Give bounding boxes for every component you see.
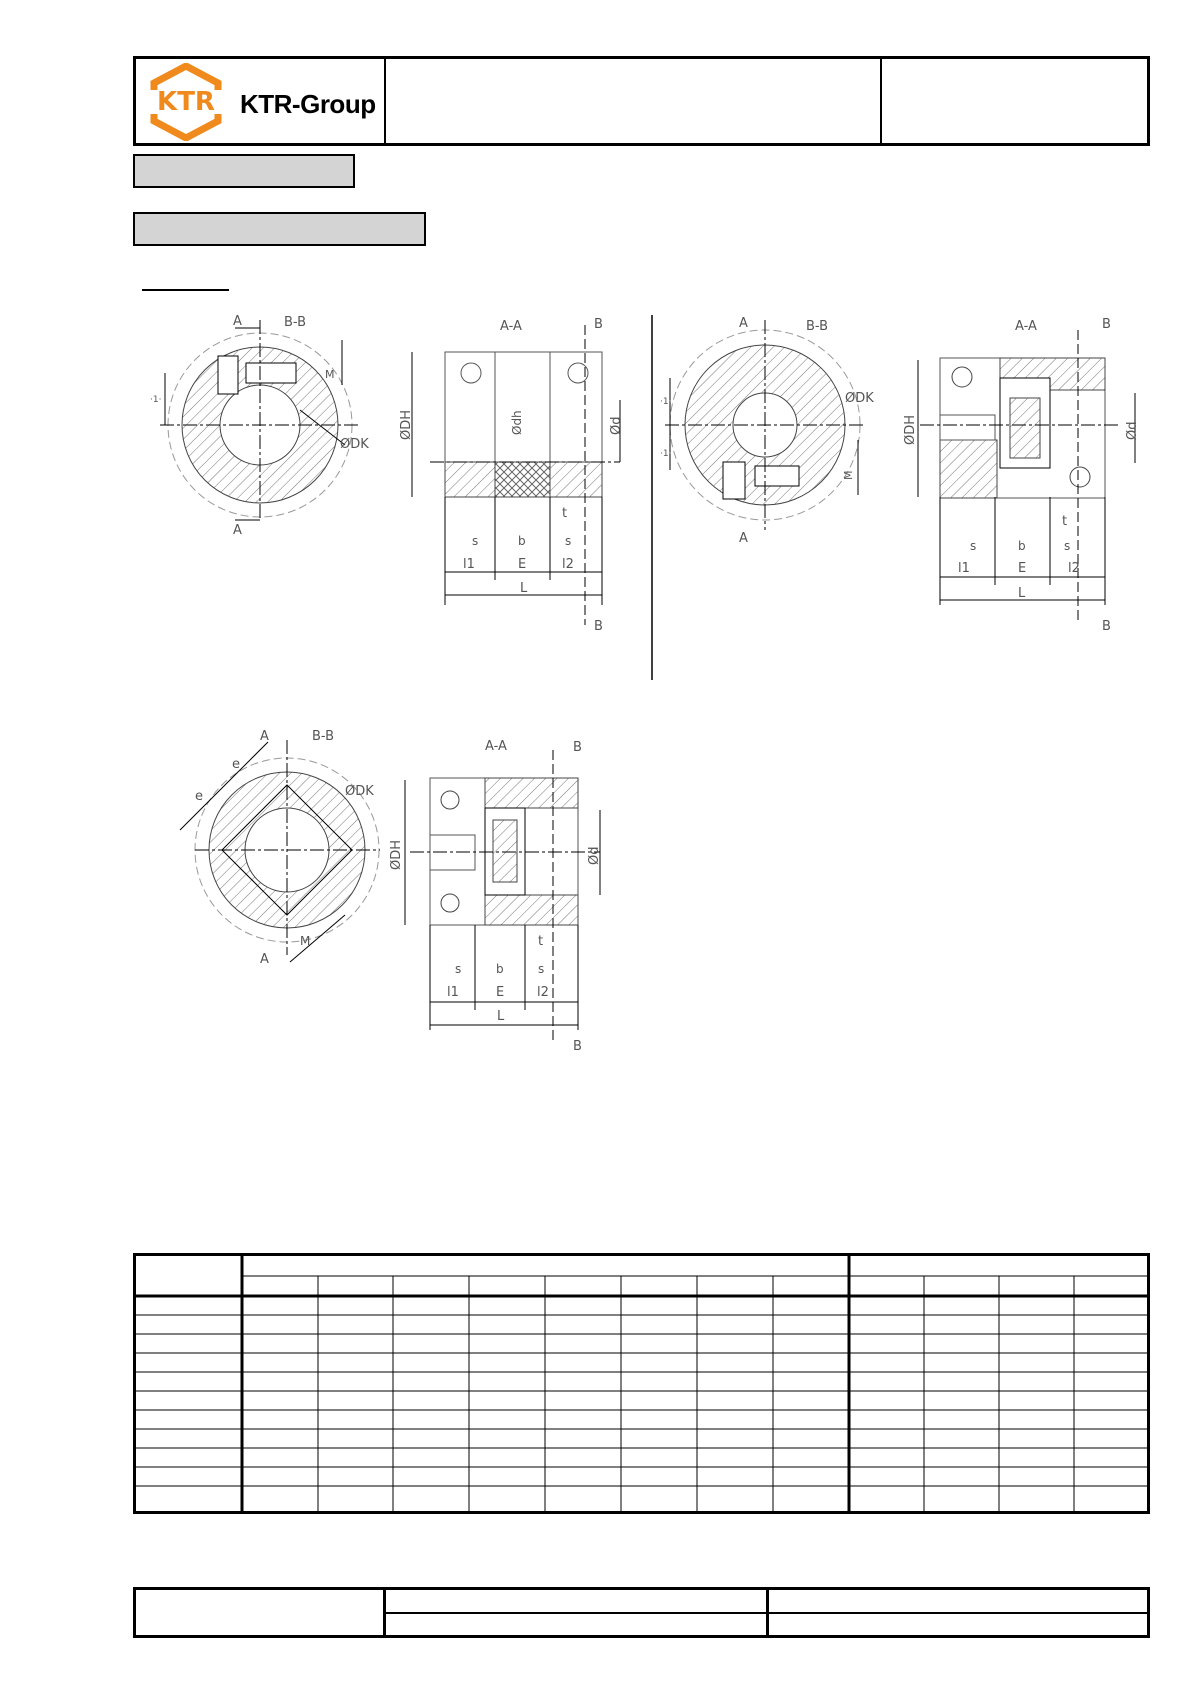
d6-label-b: b xyxy=(496,962,504,976)
d6-cut-b-top: B xyxy=(573,740,582,755)
d5-label-dk: ØDK xyxy=(345,784,374,799)
d6-cut-b-bottom: B xyxy=(573,1039,582,1054)
d2-cut-b-top: B xyxy=(594,317,603,332)
d4-label-d: Ød xyxy=(1125,421,1140,440)
d2-label-t: t xyxy=(562,506,568,521)
d3-label-m: M xyxy=(842,470,855,480)
brand-name: KTR-Group xyxy=(240,89,376,119)
d5-label-e2: e xyxy=(232,757,240,772)
d3-label-dk: ØDK xyxy=(845,391,874,406)
drawing-3-side-view xyxy=(665,320,865,530)
drawing-2-section-view xyxy=(412,325,620,625)
d2-label-dh-inner: Ødh xyxy=(510,410,524,435)
d3-cut-a-bottom: A xyxy=(739,531,748,546)
table-grid xyxy=(136,1256,1147,1511)
drawing-1-side-view xyxy=(160,320,360,520)
d5-label-m: M xyxy=(300,934,311,948)
d1-label-one: ·1· xyxy=(150,395,162,405)
d5-section-bb: B-B xyxy=(312,729,335,744)
footer-block xyxy=(133,1587,1150,1638)
d5-cut-a-bottom: A xyxy=(260,952,269,967)
d6-label-s2: s xyxy=(538,962,545,976)
d1-cut-a-bottom: A xyxy=(233,523,242,538)
d4-label-l2: l2 xyxy=(1068,561,1080,576)
d2-label-b: b xyxy=(518,534,526,548)
d2-label-d: Ød xyxy=(609,416,624,435)
d2-label-l1: l1 xyxy=(463,557,475,572)
d6-label-t: t xyxy=(538,934,544,949)
d2-label-dh: ØDH xyxy=(399,409,414,440)
d2-label-l2: l2 xyxy=(562,557,574,572)
d1-cut-a-top: A xyxy=(233,314,242,329)
d4-label-l1: l1 xyxy=(958,561,970,576)
d3-label-one-a: ·1· xyxy=(660,397,672,407)
d6-label-s1: s xyxy=(455,962,462,976)
d4-label-e: E xyxy=(1018,561,1027,576)
d3-label-one-b: ·1· xyxy=(660,449,672,459)
d6-label-dh: ØDH xyxy=(389,839,404,870)
d2-cut-b-bottom: B xyxy=(594,619,603,634)
d2-label-s2: s xyxy=(565,534,572,548)
d1-label-m: M xyxy=(325,368,335,381)
d4-section-aa: A-A xyxy=(1015,319,1037,334)
d5-cut-a-top: A xyxy=(260,729,269,744)
d4-label-s2: s xyxy=(1064,539,1071,553)
d2-label-e: E xyxy=(518,557,527,572)
d5-label-e1: e xyxy=(195,789,203,804)
d4-label-s1: s xyxy=(970,539,977,553)
d3-cut-a-top: A xyxy=(739,316,748,331)
d4-label-l: L xyxy=(1018,586,1026,601)
dimension-table xyxy=(133,1253,1150,1514)
d6-label-d: Ød xyxy=(587,846,602,865)
logo-mark-text: KTR xyxy=(157,87,215,117)
d6-label-l2: l2 xyxy=(537,985,549,1000)
d4-label-dh: ØDH xyxy=(903,414,918,445)
d6-section-aa: A-A xyxy=(485,739,507,754)
d2-label-l: L xyxy=(520,581,528,596)
drawing-4-section-view xyxy=(918,330,1135,620)
d6-label-l1: l1 xyxy=(447,985,459,1000)
drawing-5-side-view xyxy=(180,740,380,962)
d3-section-bb: B-B xyxy=(806,319,829,334)
d1-section-bb: B-B xyxy=(284,315,307,330)
d4-cut-b-bottom: B xyxy=(1102,619,1111,634)
d2-section-aa: A-A xyxy=(500,319,522,334)
d6-label-e: E xyxy=(496,985,505,1000)
d2-label-s1: s xyxy=(472,534,479,548)
d4-label-b: b xyxy=(1018,539,1026,553)
d4-label-t: t xyxy=(1062,514,1068,529)
d4-cut-b-top: B xyxy=(1102,317,1111,332)
d6-label-l: L xyxy=(497,1009,505,1024)
d1-label-dk: ØDK xyxy=(340,437,369,452)
